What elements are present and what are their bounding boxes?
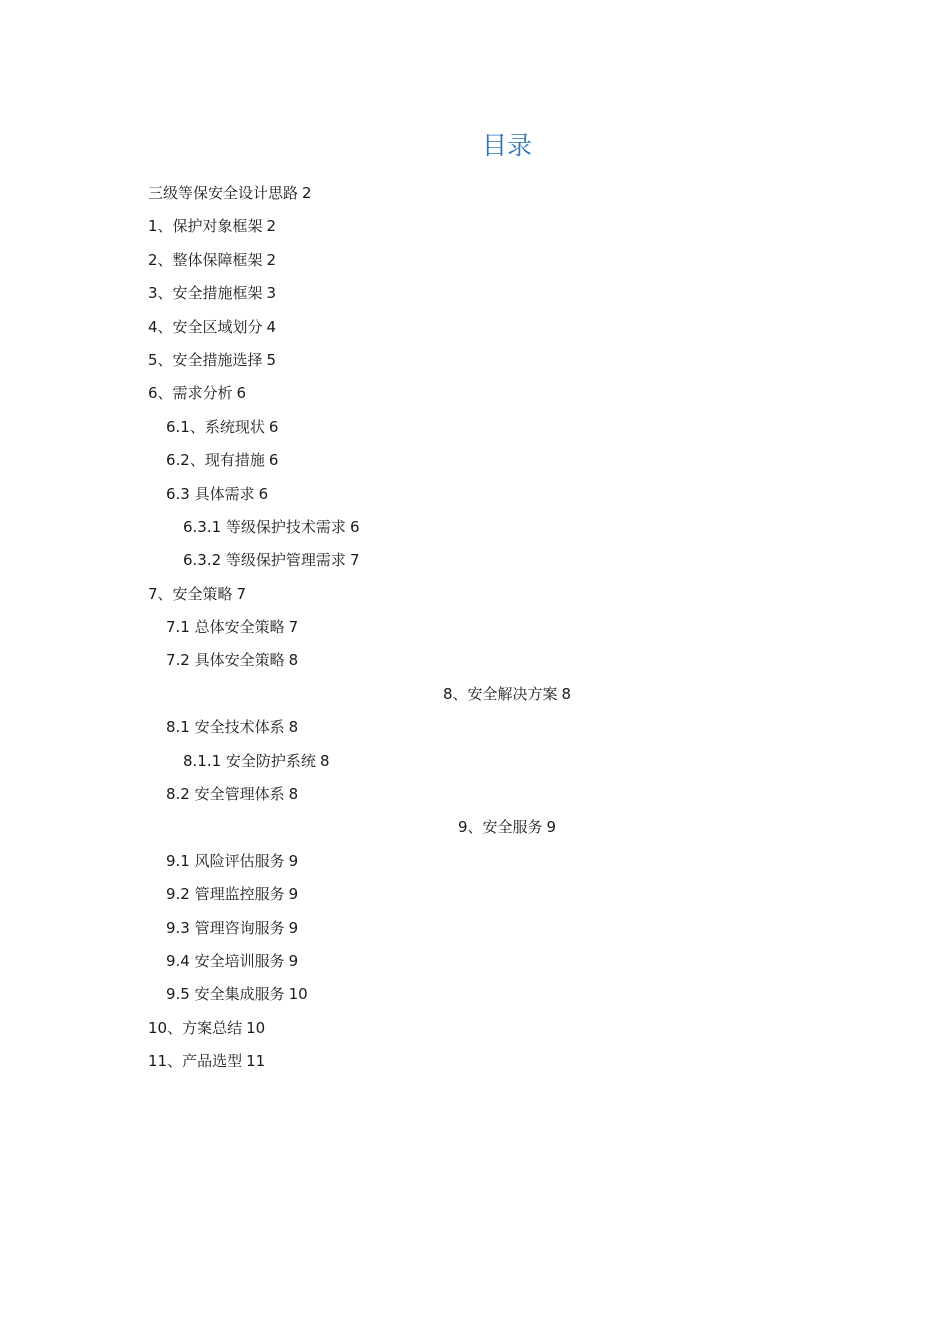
toc-entry-page: 2 <box>302 184 312 202</box>
toc-entry-page: 8 <box>319 751 330 770</box>
toc-entry-label: 9.2 管理监控服务 <box>166 885 285 904</box>
toc-entry[interactable] <box>0 683 950 716</box>
toc-entry-label: 6、需求分析 <box>148 384 233 403</box>
toc-list <box>0 182 950 1084</box>
toc-entry-page: 8 <box>288 651 299 670</box>
toc-entry-page: 11 <box>246 1052 266 1071</box>
toc-title: 目录 <box>481 131 532 160</box>
toc-entry-page: 10 <box>246 1018 266 1037</box>
toc-entry-page: 6 <box>349 517 360 536</box>
toc-entry-label: 6.3 具体需求 <box>166 484 255 503</box>
toc-entry-page: 5 <box>266 350 277 369</box>
toc-entry[interactable] <box>0 850 950 883</box>
toc-entry[interactable] <box>0 316 950 349</box>
toc-entry-label: 11、产品选型 <box>148 1052 243 1071</box>
toc-entry[interactable] <box>0 649 950 682</box>
toc-entry[interactable] <box>0 716 950 749</box>
toc-entry-page: 3 <box>266 284 277 303</box>
toc-entry-page: 6 <box>268 451 279 470</box>
toc-entry-label: 6.2、现有措施 <box>166 451 265 470</box>
toc-entry[interactable] <box>0 983 950 1016</box>
toc-entry-label: 9、安全服务 <box>457 818 543 837</box>
toc-entry-page: 9 <box>288 851 299 870</box>
toc-entry[interactable] <box>0 917 950 950</box>
toc-entry-page: 10 <box>288 985 308 1004</box>
toc-entry-label: 6.3.1 等级保护技术需求 <box>183 517 346 536</box>
toc-entry-label: 8、安全解决方案 <box>442 684 558 703</box>
toc-entry-label: 1、保护对象框架 <box>148 217 263 236</box>
toc-entry-label: 8.2 安全管理体系 <box>166 785 285 804</box>
toc-entry-label: 9.3 管理咨询服务 <box>166 918 285 937</box>
toc-entry-label: 三级等保安全设计思路 <box>148 184 299 202</box>
toc-entry[interactable] <box>0 449 950 482</box>
toc-entry-page: 9 <box>288 885 299 904</box>
toc-entry[interactable] <box>0 215 950 248</box>
toc-entry[interactable] <box>0 483 950 516</box>
toc-entry-page: 4 <box>266 317 277 336</box>
toc-entry[interactable] <box>0 1050 950 1083</box>
toc-entry[interactable] <box>0 750 950 783</box>
toc-entry-page: 6 <box>236 384 247 403</box>
toc-entry[interactable] <box>0 1017 950 1050</box>
toc-entry[interactable] <box>0 182 950 215</box>
toc-entry[interactable] <box>0 816 950 849</box>
toc-entry-label: 6.1、系统现状 <box>166 417 265 436</box>
toc-entry[interactable] <box>0 516 950 549</box>
toc-entry[interactable] <box>0 583 950 616</box>
toc-entry-page: 7 <box>288 618 299 637</box>
toc-entry-page: 7 <box>236 584 247 603</box>
toc-entry-label: 5、安全措施选择 <box>148 350 263 369</box>
toc-entry-page: 7 <box>349 551 360 570</box>
toc-entry-label: 9.1 风险评估服务 <box>166 851 285 870</box>
toc-entry-page: 8 <box>561 684 572 703</box>
toc-entry[interactable] <box>0 349 950 382</box>
toc-entry[interactable] <box>0 249 950 282</box>
toc-entry[interactable] <box>0 416 950 449</box>
toc-entry-label: 4、安全区域划分 <box>148 317 263 336</box>
toc-entry-page: 6 <box>258 484 269 503</box>
toc-entry-label: 7.1 总体安全策略 <box>166 618 285 637</box>
toc-entry[interactable] <box>0 549 950 582</box>
toc-entry[interactable] <box>0 883 950 916</box>
toc-entry-label: 8.1.1 安全防护系统 <box>183 751 316 770</box>
toc-entry-label: 6.3.2 等级保护管理需求 <box>183 551 346 570</box>
toc-entry[interactable] <box>0 382 950 415</box>
toc-entry-label: 10、方案总结 <box>148 1018 243 1037</box>
toc-entry-label: 9.4 安全培训服务 <box>166 951 285 970</box>
toc-entry-page: 2 <box>266 250 277 269</box>
toc-entry[interactable] <box>0 950 950 983</box>
toc-entry-label: 9.5 安全集成服务 <box>166 985 285 1004</box>
toc-entry-page: 8 <box>288 718 299 737</box>
toc-entry-page: 9 <box>288 951 299 970</box>
toc-entry-label: 7.2 具体安全策略 <box>166 651 285 670</box>
toc-entry-label: 3、安全措施框架 <box>148 284 263 303</box>
toc-entry-label: 7、安全策略 <box>148 584 233 603</box>
toc-entry-page: 9 <box>546 818 557 837</box>
toc-entry[interactable] <box>0 783 950 816</box>
toc-entry-page: 6 <box>268 417 279 436</box>
toc-entry-label: 8.1 安全技术体系 <box>166 718 285 737</box>
toc-entry[interactable] <box>0 616 950 649</box>
toc-entry-page: 2 <box>266 217 277 236</box>
toc-entry-label: 2、整体保障框架 <box>148 250 263 269</box>
toc-entry-page: 9 <box>288 918 299 937</box>
toc-entry-page: 8 <box>288 785 299 804</box>
toc-entry[interactable] <box>0 282 950 315</box>
